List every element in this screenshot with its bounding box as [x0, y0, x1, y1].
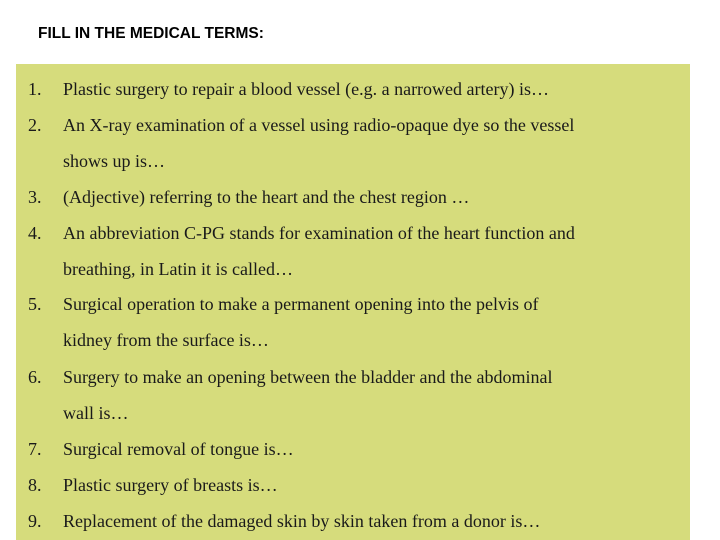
question-number: 7. — [28, 439, 42, 459]
question-text: (Adjective) referring to the heart and the chest region … — [63, 187, 470, 207]
page-title: FILL IN THE MEDICAL TERMS: — [38, 25, 264, 42]
question-text-continued: breathing, in Latin it is called… — [63, 259, 293, 279]
question-text: Plastic surgery of breasts is… — [63, 475, 278, 495]
question-text: Plastic surgery to repair a blood vessel (e.g. a narrowed artery) is… — [63, 79, 550, 99]
question-text: An abbreviation C-PG stands for examination of the heart function and — [63, 223, 575, 243]
question-text: Surgical removal of tongue is… — [63, 439, 294, 459]
question-number: 4. — [28, 223, 42, 243]
question-number: 5. — [28, 294, 42, 314]
question-text-continued: wall is… — [63, 403, 129, 423]
questions-panel — [16, 64, 690, 540]
question-number: 6. — [28, 367, 42, 387]
question-number: 2. — [28, 115, 42, 135]
question-text: Surgical operation to make a permanent opening into the pelvis of — [63, 294, 539, 314]
question-number: 1. — [28, 79, 42, 99]
question-number: 9. — [28, 511, 42, 531]
question-number: 8. — [28, 475, 42, 495]
question-number: 3. — [28, 187, 42, 207]
question-text-continued: shows up is… — [63, 151, 166, 171]
question-text: Replacement of the damaged skin by skin taken from a donor is… — [63, 511, 541, 531]
question-text: An X-ray examination of a vessel using radio-opaque dye so the vessel — [63, 115, 575, 135]
question-text-continued: kidney from the surface is… — [63, 330, 269, 350]
question-text: Surgery to make an opening between the bladder and the abdominal — [63, 367, 553, 387]
